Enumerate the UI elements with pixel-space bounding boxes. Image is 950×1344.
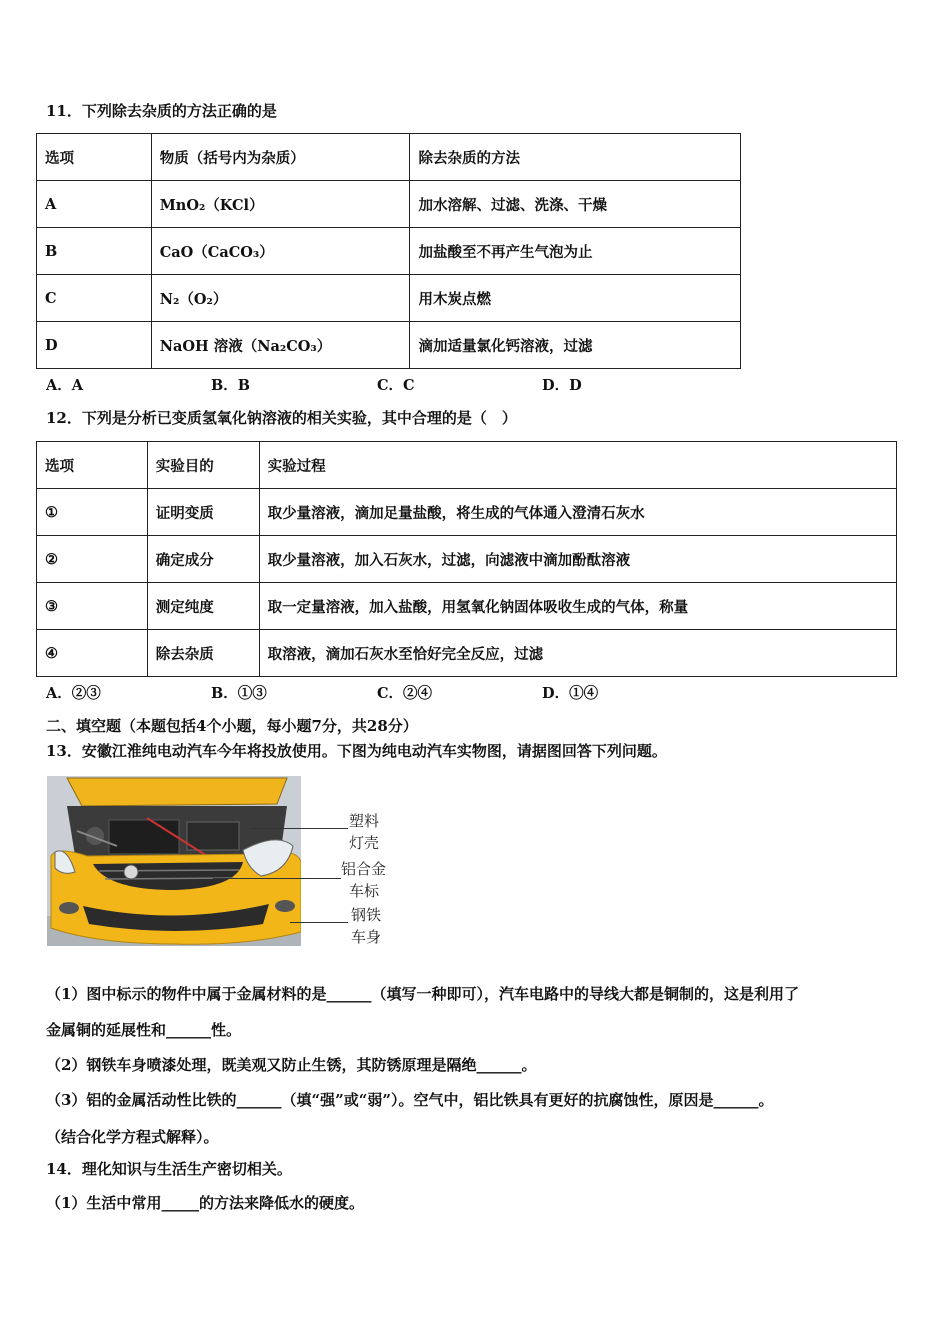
q13-part3-a: （3）铝的金属活动性比铁的______（填“强”或“弱”）。空气中，铝比铁具有更好的抗腐蚀性，原因是______。 bbox=[46, 1091, 774, 1109]
table-cell: A bbox=[37, 181, 152, 228]
header-cell: 选项 bbox=[37, 134, 152, 181]
header-cell: 除去杂质的方法 bbox=[410, 134, 741, 181]
table-row bbox=[37, 181, 741, 228]
q13-stem: 13．安徽江淮纯电动汽车今年将投放使用。下图为纯电动汽车实物图，请据图回答下列问题。 bbox=[46, 742, 667, 760]
option-c[interactable]: C．C bbox=[377, 377, 415, 394]
leader-line bbox=[250, 828, 348, 829]
table-cell: 用木炭点燃 bbox=[410, 275, 741, 322]
table-cell: ③ bbox=[37, 583, 148, 630]
table-header-row bbox=[37, 134, 741, 181]
table-cell: CaO（CaCO₃） bbox=[151, 228, 410, 275]
label-plastic: 塑料 bbox=[349, 812, 380, 830]
table-cell: MnO₂（KCl） bbox=[151, 181, 410, 228]
table-row bbox=[37, 583, 897, 630]
table-header-row bbox=[37, 442, 897, 489]
table-cell: D bbox=[37, 322, 152, 369]
table-cell: 除去杂质 bbox=[147, 630, 259, 677]
table-cell: C bbox=[37, 275, 152, 322]
header-cell: 物质（括号内为杂质） bbox=[151, 134, 410, 181]
q12-table bbox=[36, 441, 897, 677]
table-row bbox=[37, 489, 897, 536]
table-cell: ① bbox=[37, 489, 148, 536]
header-cell: 选项 bbox=[37, 442, 148, 489]
table-cell: N₂（O₂） bbox=[151, 275, 410, 322]
header-cell: 实验过程 bbox=[259, 442, 896, 489]
q11-stem: 11．下列除去杂质的方法正确的是 bbox=[46, 102, 277, 120]
q14-stem: 14．理化知识与生活生产密切相关。 bbox=[46, 1160, 292, 1178]
option-c[interactable]: C．②④ bbox=[377, 685, 433, 702]
option-a[interactable]: A．A bbox=[46, 377, 84, 394]
table-cell: 取一定量溶液，加入盐酸，用氢氧化钠固体吸收生成的气体，称量 bbox=[259, 583, 896, 630]
table-row bbox=[37, 228, 741, 275]
table-cell: 证明变质 bbox=[147, 489, 259, 536]
table-cell: NaOH 溶液（Na₂CO₃） bbox=[151, 322, 410, 369]
q11-table bbox=[36, 133, 741, 369]
option-d[interactable]: D．D bbox=[542, 377, 582, 394]
table-row bbox=[37, 536, 897, 583]
table-cell: 测定纯度 bbox=[147, 583, 259, 630]
label-car-badge: 车标 bbox=[349, 882, 380, 900]
q13-part1-a: （1）图中标示的物件中属于金属材料的是______（填写一种即可），汽车电路中的导线大都是铜制的，这是利用了 bbox=[46, 985, 799, 1003]
table-cell: 取少量溶液，加入石灰水，过滤，向滤液中滴加酚酞溶液 bbox=[259, 536, 896, 583]
table-row bbox=[37, 630, 897, 677]
label-car-body: 车身 bbox=[351, 928, 382, 946]
table-cell: 确定成分 bbox=[147, 536, 259, 583]
label-steel: 钢铁 bbox=[351, 906, 382, 924]
option-d[interactable]: D．①④ bbox=[542, 685, 599, 702]
q13-part1-b: 金属铜的延展性和______性。 bbox=[46, 1021, 242, 1039]
leader-line bbox=[290, 922, 348, 923]
table-cell: 取少量溶液，滴加足量盐酸，将生成的气体通入澄清石灰水 bbox=[259, 489, 896, 536]
electric-car-photo bbox=[47, 776, 301, 946]
table-cell: 取溶液，滴加石灰水至恰好完全反应，过滤 bbox=[259, 630, 896, 677]
q12-stem: 12．下列是分析已变质氢氧化钠溶液的相关实验，其中合理的是（ ） bbox=[46, 409, 517, 427]
table-cell: 加盐酸至不再产生气泡为止 bbox=[410, 228, 741, 275]
table-cell: ② bbox=[37, 536, 148, 583]
option-b[interactable]: B．B bbox=[211, 377, 251, 394]
section-heading: 二、填空题（本题包括4个小题，每小题7分，共28分） bbox=[46, 717, 418, 735]
table-cell: 滴加适量氯化钙溶液，过滤 bbox=[410, 322, 741, 369]
label-lamp-shell: 灯壳 bbox=[349, 834, 380, 852]
table-row bbox=[37, 275, 741, 322]
label-aluminium-alloy: 铝合金 bbox=[341, 860, 387, 878]
table-cell: ④ bbox=[37, 630, 148, 677]
leader-line bbox=[213, 878, 341, 879]
q14-part1: （1）生活中常用_____的方法来降低水的硬度。 bbox=[46, 1194, 364, 1212]
q13-part2: （2）钢铁车身喷漆处理，既美观又防止生锈，其防锈原理是隔绝______。 bbox=[46, 1056, 537, 1074]
table-cell: 加水溶解、过滤、洗涤、干燥 bbox=[410, 181, 741, 228]
option-b[interactable]: B．①③ bbox=[211, 685, 267, 702]
table-cell: B bbox=[37, 228, 152, 275]
header-cell: 实验目的 bbox=[147, 442, 259, 489]
q13-part3-b: （结合化学方程式解释）。 bbox=[46, 1128, 219, 1146]
option-a[interactable]: A．②③ bbox=[46, 685, 101, 702]
table-row bbox=[37, 322, 741, 369]
